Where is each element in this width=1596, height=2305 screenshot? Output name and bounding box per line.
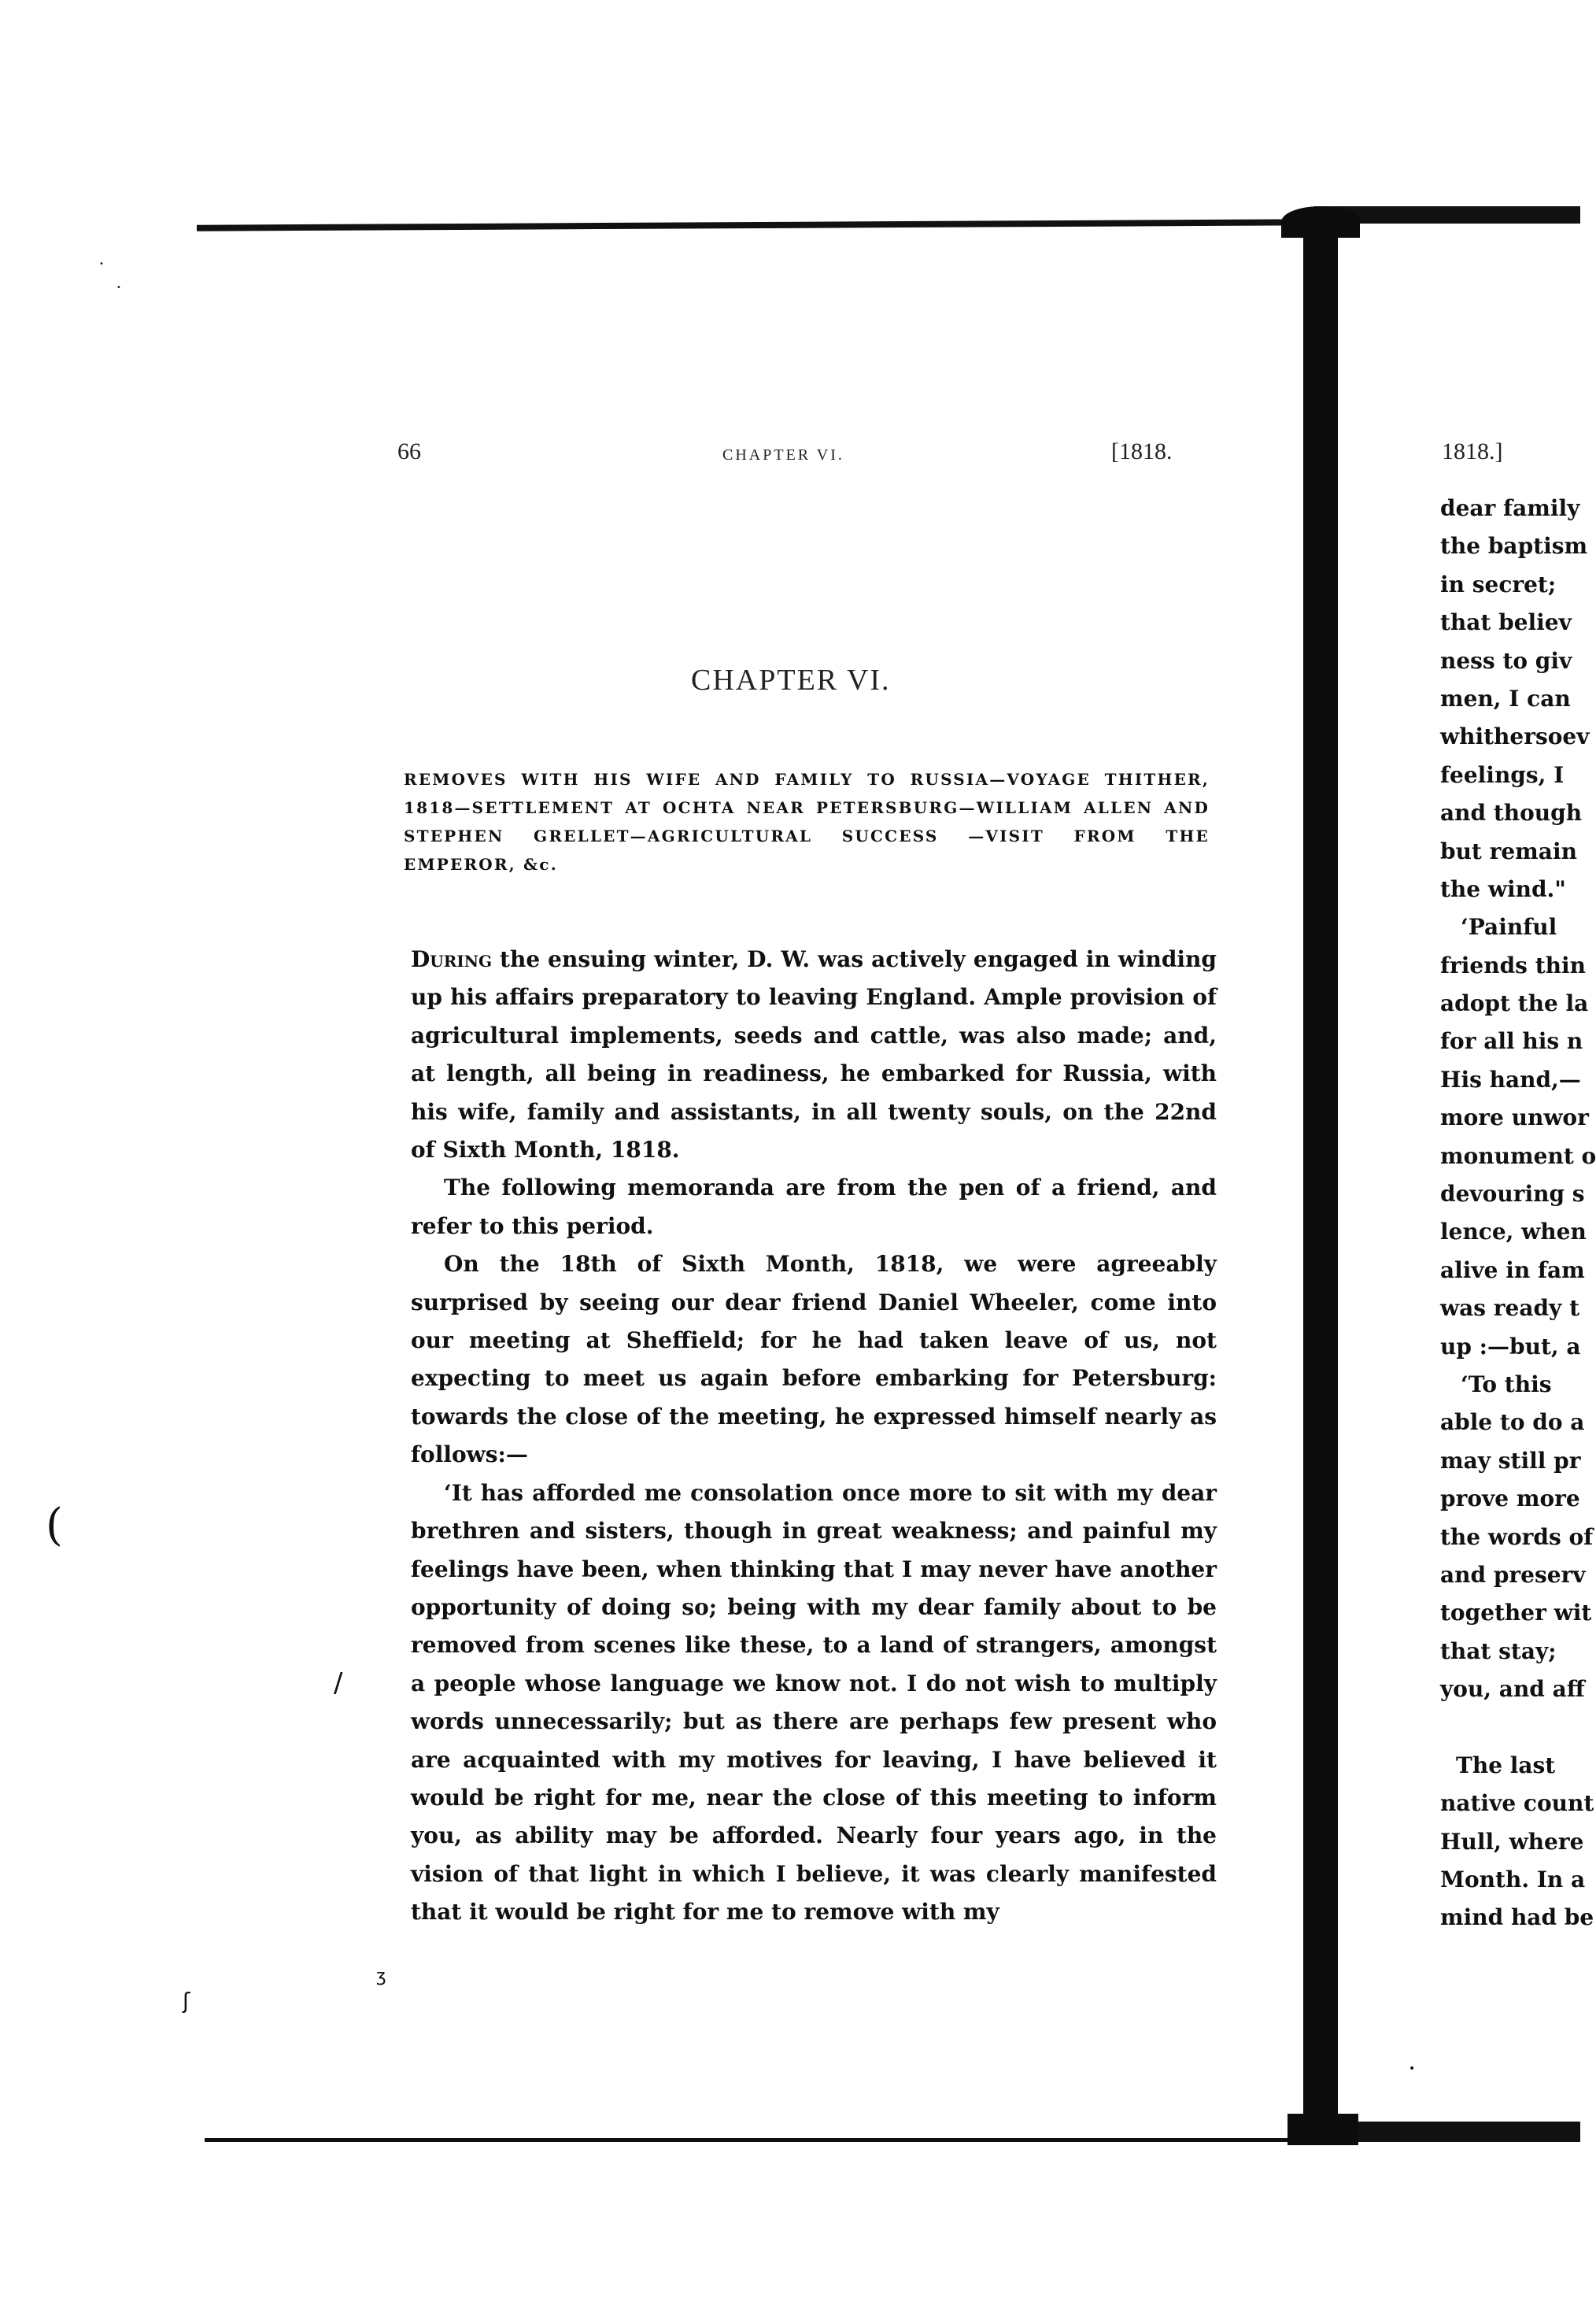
scan-speck: •: [116, 283, 121, 292]
scan-mark: ʒ: [376, 1966, 386, 1986]
right-page-line: whithersoev: [1440, 723, 1590, 750]
right-page-line: together wit: [1440, 1600, 1592, 1626]
book-spine-gutter: [1303, 220, 1338, 2145]
page-number: 66: [397, 438, 421, 464]
right-page-line: that believ: [1440, 609, 1572, 636]
right-page-line: able to do a: [1440, 1409, 1585, 1436]
paragraph: The following memoranda are from the pen of a friend, and refer to this period.: [411, 1175, 1217, 1239]
right-page-line: monument o: [1440, 1142, 1596, 1169]
right-page-line: alive in fam: [1440, 1256, 1585, 1283]
synopsis-text: REMOVES WITH HIS WIFE AND FAMILY TO RUSSIA—VOYAGE THITHER, 1818—SETTLEMENT AT OCHTA NEAR PETERSBURG—WILLIAM ALLEN AND STEPHEN GRELLET—AGRICULTURAL SUCCESS —VISIT FROM THE EMPEROR, &c.: [404, 770, 1210, 874]
right-page-line: native count: [1440, 1790, 1594, 1817]
right-page-line: ness to giv: [1440, 647, 1572, 674]
scan-mark: ʃ: [183, 1988, 190, 2014]
right-page-line: the wind.": [1440, 875, 1566, 902]
right-page-line: Month. In a: [1440, 1867, 1586, 1893]
chapter-title: CHAPTER VI.: [691, 664, 891, 697]
right-page-line: ‘Painful: [1461, 914, 1557, 941]
paragraph: [411, 941, 1217, 1169]
right-page-line: in secret;: [1440, 571, 1557, 598]
right-page-line: lence, when: [1440, 1219, 1587, 1245]
right-page-line: prove more: [1440, 1485, 1580, 1512]
right-page-line: feelings, I: [1440, 761, 1565, 788]
right-page-text: [1440, 490, 1596, 1937]
paragraph: On the 18th of Sixth Month, 1818, we were agreeably surprised by seeing our dear friend Daniel Wheeler, come into our meeting at Sheffield; for he had taken leave of us, not expecting to meet us again before embarking for Petersburg: towards the close of the meeting, he expressed himself nearly as follows:—: [411, 1251, 1217, 1468]
scan-mark: /: [334, 1667, 343, 1699]
right-page-line: Hull, where: [1440, 1828, 1584, 1855]
page-bottom-edge: [205, 2138, 1346, 2142]
right-page-line: was ready t: [1440, 1295, 1579, 1322]
right-page-bottom-edge: [1330, 2122, 1580, 2142]
right-page-line: friends thin: [1440, 952, 1586, 979]
scan-speck: •: [99, 260, 104, 268]
scan-speck: •: [1409, 2063, 1416, 2075]
right-page-line: the baptism: [1440, 533, 1588, 560]
paragraph: ‘It has afforded me consolation once more to sit with my dear brethren and sisters, though in great weakness; and painful my feelings have been, when thinking that I may never have another opportunity of doing so; being with my dear family about to be removed from scenes like these, to a land of strangers, amongst a people whose language we know not. I do not wish to multiply words unnecessarily; but as there are perhaps few present who are acquainted with my motives for leaving, I have believed it would be right for me, near the close of this meeting to inform you, as ability may be afforded. Nearly four years ago, in the vision of that light in which I believe, it was clearly manifested that it would be right for me to remove with my: [411, 1479, 1217, 1926]
binding-bottom: [1288, 2114, 1358, 2145]
right-page-line: but remain: [1440, 838, 1577, 864]
right-page-line: mind had be: [1440, 1904, 1594, 1931]
right-page-line: The last: [1456, 1752, 1556, 1778]
right-page-line: adopt the la: [1440, 990, 1589, 1017]
right-page-line: ‘To this: [1461, 1371, 1552, 1397]
right-page-line: men, I can: [1440, 685, 1571, 712]
paragraph-lead: During: [411, 946, 493, 972]
right-page-line: up :—but, a: [1440, 1333, 1581, 1360]
right-page-line: more unwor: [1440, 1104, 1589, 1131]
right-page-line: you, and aff: [1440, 1676, 1585, 1703]
right-page-line: devouring s: [1440, 1181, 1585, 1208]
right-page-line: the words of: [1440, 1523, 1594, 1550]
running-year: [1818.: [1111, 438, 1173, 464]
right-page-line: dear family: [1440, 495, 1580, 521]
right-running-year: 1818.]: [1442, 438, 1503, 464]
right-page-line: may still pr: [1440, 1447, 1581, 1474]
page-top-edge: [197, 219, 1314, 231]
right-page-line: and though: [1440, 800, 1583, 827]
paragraph-text: the ensuing winter, D. W. was actively engaged in winding up his affairs preparatory to leaving England. Ample provision of agricultural implements, seeds and cattle, was also made; and, at length, all being in readiness, he embarked for Russia, with his wife, family and assistants, in all twenty souls, on the 22nd of Sixth Month, 1818.: [411, 946, 1217, 1164]
right-page-line: and preserv: [1440, 1561, 1586, 1588]
right-page-line: that stay;: [1440, 1637, 1557, 1664]
chapter-synopsis: [404, 765, 1210, 879]
running-title: CHAPTER VI.: [722, 446, 844, 464]
body-text: [411, 941, 1217, 1932]
right-page-line: His hand,—: [1440, 1066, 1581, 1093]
right-page-line: [1440, 1709, 1580, 1747]
right-page-line: for all his n: [1440, 1028, 1583, 1055]
scan-mark: (: [46, 1500, 63, 1551]
